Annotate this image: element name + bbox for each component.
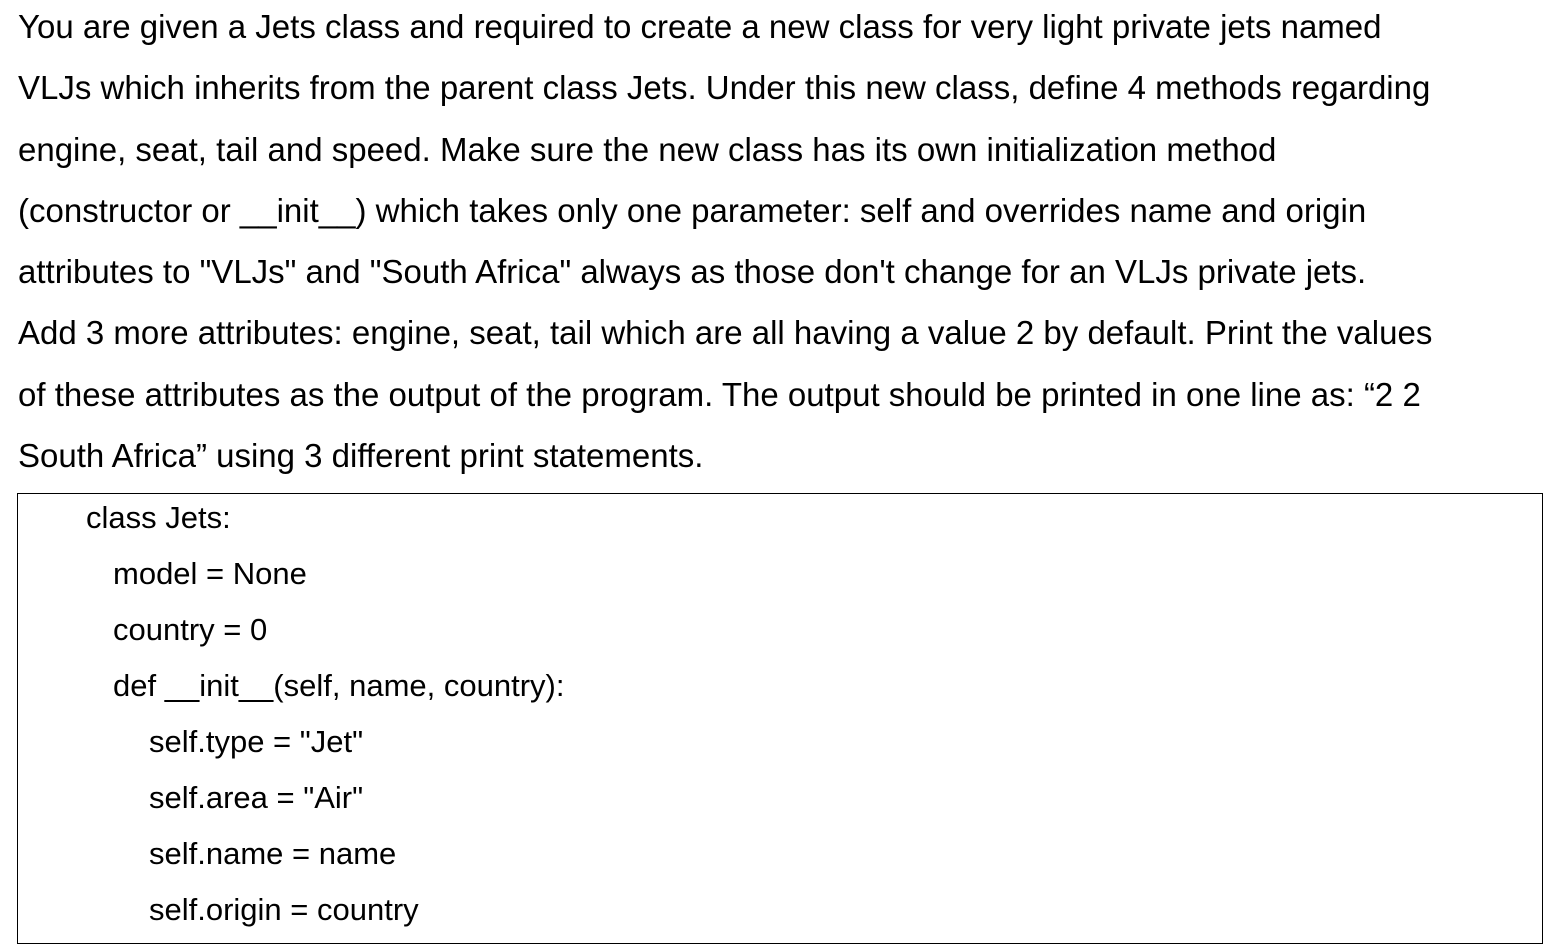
code-line-self-origin: self.origin = country <box>149 892 419 927</box>
question-line: (constructor or __init__) which takes only one parameter: self and overrides name and origin <box>18 191 1367 229</box>
code-line-self-area: self.area = "Air" <box>149 780 364 815</box>
code-line-class-def: class Jets: <box>86 500 231 535</box>
code-line-init-def: def __init__(self, name, country): <box>113 668 565 703</box>
question-line: South Africa” using 3 different print statements. <box>18 437 704 475</box>
question-line: You are given a Jets class and required to create a new class for very light private jets named <box>18 8 1382 45</box>
code-box <box>17 493 1543 944</box>
question-line: of these attributes as the output of the program. The output should be printed in one line as: “2 2 <box>18 375 1421 413</box>
question-line: engine, seat, tail and speed. Make sure the new class has its own initialization method <box>18 130 1277 168</box>
code-line-self-type: self.type = "Jet" <box>149 724 364 759</box>
code-line-model: model = None <box>113 556 307 591</box>
question-line: attributes to "VLJs" and "South Africa" always as those don't change for an VLJs private jets. <box>18 253 1367 291</box>
code-line-country: country = 0 <box>113 612 268 647</box>
question-line: VLJs which inherits from the parent class Jets. Under this new class, define 4 methods regarding <box>18 69 1431 107</box>
code-line-self-name: self.name = name <box>149 836 397 871</box>
question-text <box>18 0 1548 490</box>
question-line: Add 3 more attributes: engine, seat, tail which are all having a value 2 by default. Print the values <box>18 314 1433 352</box>
